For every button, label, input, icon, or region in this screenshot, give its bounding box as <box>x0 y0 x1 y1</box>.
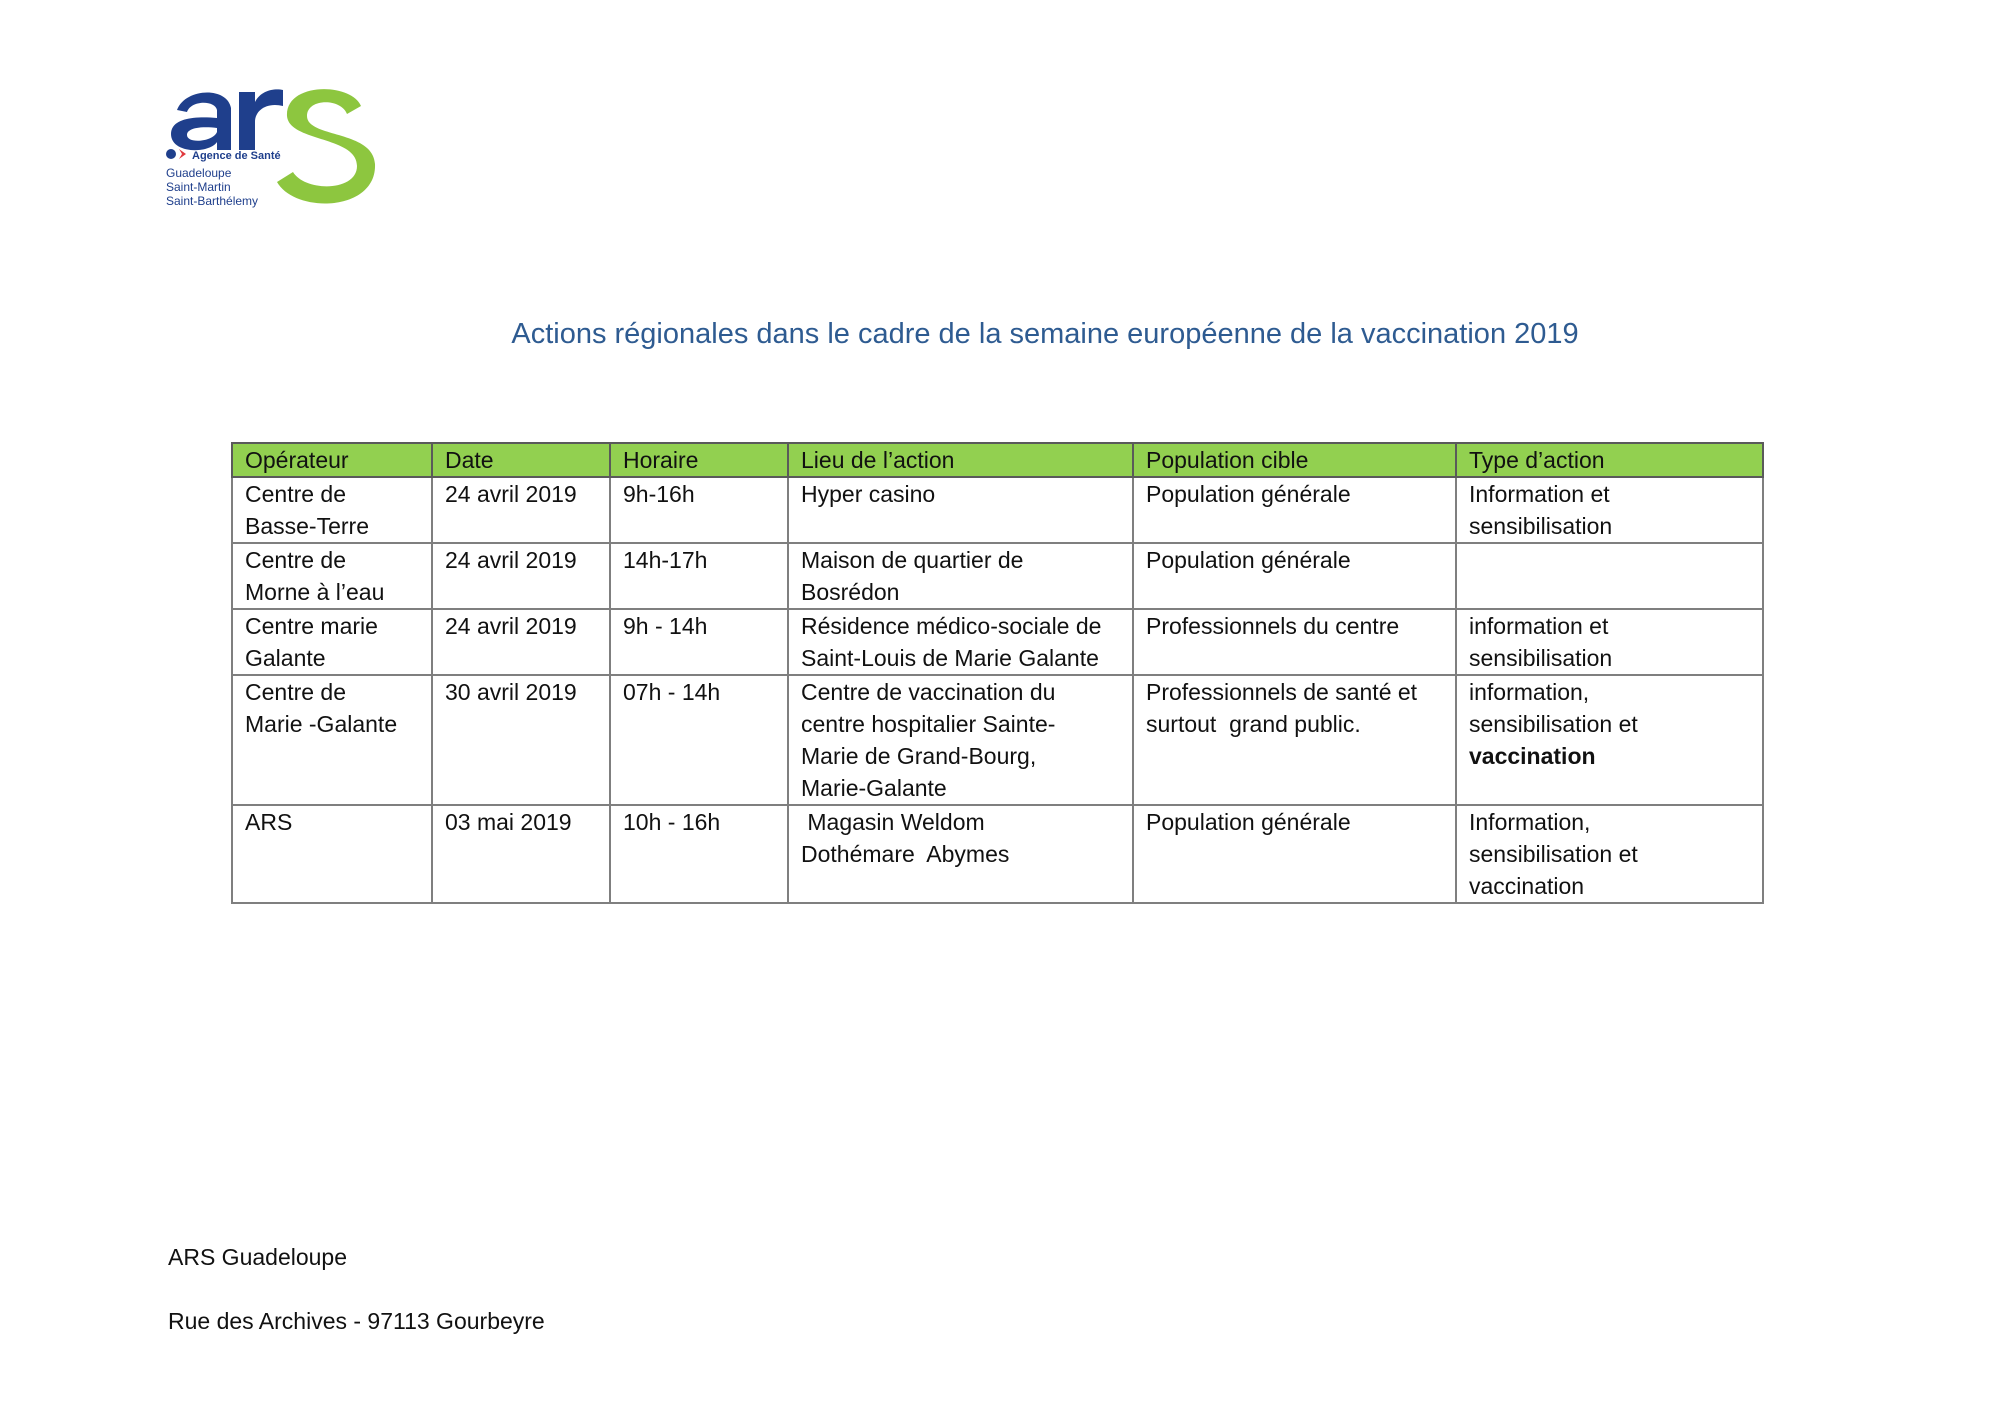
cell-population <box>1133 477 1456 543</box>
cell-line: Centre marie <box>245 613 378 639</box>
logo-region-3: Saint-Barthélemy <box>166 194 259 208</box>
table-row <box>232 609 1763 675</box>
cell-date: 30 avril 2019 <box>432 675 610 805</box>
footer-address: Rue des Archives - 97113 Gourbeyre <box>168 1308 545 1334</box>
logo-letter-r <box>239 89 283 150</box>
cell-line: Morne à l’eau <box>245 579 385 605</box>
cell-date: 24 avril 2019 <box>432 609 610 675</box>
cell-type <box>1456 543 1763 609</box>
cell-line: Centre de <box>245 547 347 573</box>
cell-line: Bosrédon <box>801 579 900 605</box>
cell-horaire: 9h-16h <box>610 477 788 543</box>
logo-region-1: Guadeloupe <box>166 166 232 180</box>
cell-operateur <box>232 477 432 543</box>
cell-line: Maison de quartier de <box>801 547 1024 573</box>
cell-operateur <box>232 675 432 805</box>
cell-line: Hyper casino <box>801 481 936 507</box>
cell-lieu <box>788 805 1133 903</box>
header-date: Date <box>432 443 610 477</box>
actions-table <box>231 442 1764 904</box>
cell-population <box>1133 543 1456 609</box>
logo-letter-s <box>277 89 375 203</box>
logo-chevron-red <box>179 149 186 159</box>
cell-horaire: 14h-17h <box>610 543 788 609</box>
table-row <box>232 675 1763 805</box>
cell-population <box>1133 675 1456 805</box>
cell-line: Population générale <box>1146 809 1351 835</box>
cell-type <box>1456 477 1763 543</box>
cell-line: sensibilisation <box>1469 645 1613 671</box>
cell-type <box>1456 805 1763 903</box>
table-row <box>232 543 1763 609</box>
cell-line: Centre de vaccination du <box>801 679 1056 705</box>
page-title: Actions régionales dans le cadre de la semaine européenne de la vaccination 2019 <box>511 318 1579 350</box>
cell-lieu <box>788 543 1133 609</box>
cell-line: Marie -Galante <box>245 711 398 737</box>
cell-line: Marie-Galante <box>801 775 947 801</box>
cell-lieu <box>788 609 1133 675</box>
cell-type <box>1456 609 1763 675</box>
cell-line: Professionnels du centre <box>1146 613 1400 639</box>
cell-population <box>1133 609 1456 675</box>
cell-line: Professionnels de santé et <box>1146 679 1418 705</box>
cell-line: Saint-Louis de Marie Galante <box>801 645 1099 671</box>
cell-line: information, <box>1469 679 1590 705</box>
header-lieu: Lieu de l’action <box>788 443 1133 477</box>
header-operateur: Opérateur <box>232 443 432 477</box>
cell-line: sensibilisation <box>1469 513 1613 539</box>
logo-agency-text: Agence de Santé <box>192 150 281 162</box>
cell-operateur <box>232 805 432 903</box>
cell-line: sensibilisation et <box>1469 841 1638 867</box>
cell-line: Galante <box>245 645 326 671</box>
cell-line: Centre de <box>245 679 347 705</box>
header-population: Population cible <box>1133 443 1456 477</box>
cell-line: Centre de <box>245 481 347 507</box>
cell-line: information et <box>1469 613 1609 639</box>
cell-line: ARS <box>245 809 293 835</box>
cell-line: Dothémare Abymes <box>801 841 1010 867</box>
cell-operateur <box>232 609 432 675</box>
header-horaire: Horaire <box>610 443 788 477</box>
cell-horaire: 9h - 14h <box>610 609 788 675</box>
cell-horaire: 10h - 16h <box>610 805 788 903</box>
cell-horaire: 07h - 14h <box>610 675 788 805</box>
cell-line: Population générale <box>1146 547 1351 573</box>
cell-lieu <box>788 477 1133 543</box>
logo-letter-a <box>171 92 231 150</box>
cell-line: Résidence médico-sociale de <box>801 613 1102 639</box>
cell-date: 24 avril 2019 <box>432 477 610 543</box>
cell-line: Basse-Terre <box>245 513 369 539</box>
cell-line-bold: vaccination <box>1469 743 1596 769</box>
cell-line: surtout grand public. <box>1146 711 1361 737</box>
logo-dot-blue <box>166 149 176 159</box>
table-row <box>232 805 1763 903</box>
footer-organization: ARS Guadeloupe <box>168 1244 348 1270</box>
ars-logo <box>165 80 395 215</box>
table-header-row <box>232 443 1763 477</box>
cell-line: Population générale <box>1146 481 1351 507</box>
cell-operateur <box>232 543 432 609</box>
logo-region-2: Saint-Martin <box>166 180 231 194</box>
cell-line: sensibilisation et <box>1469 711 1638 737</box>
cell-line: Marie de Grand-Bourg, <box>801 743 1037 769</box>
cell-type <box>1456 675 1763 805</box>
cell-line: Information, <box>1469 809 1591 835</box>
table-row <box>232 477 1763 543</box>
cell-line: Magasin Weldom <box>801 809 985 835</box>
cell-line: vaccination <box>1469 873 1585 899</box>
ars-logo-graphic <box>165 80 395 215</box>
cell-lieu <box>788 675 1133 805</box>
cell-date: 24 avril 2019 <box>432 543 610 609</box>
actions-table-wrapper <box>231 442 1764 904</box>
cell-date: 03 mai 2019 <box>432 805 610 903</box>
cell-line: centre hospitalier Sainte- <box>801 711 1056 737</box>
header-type: Type d’action <box>1456 443 1763 477</box>
cell-line: Information et <box>1469 481 1610 507</box>
cell-population <box>1133 805 1456 903</box>
